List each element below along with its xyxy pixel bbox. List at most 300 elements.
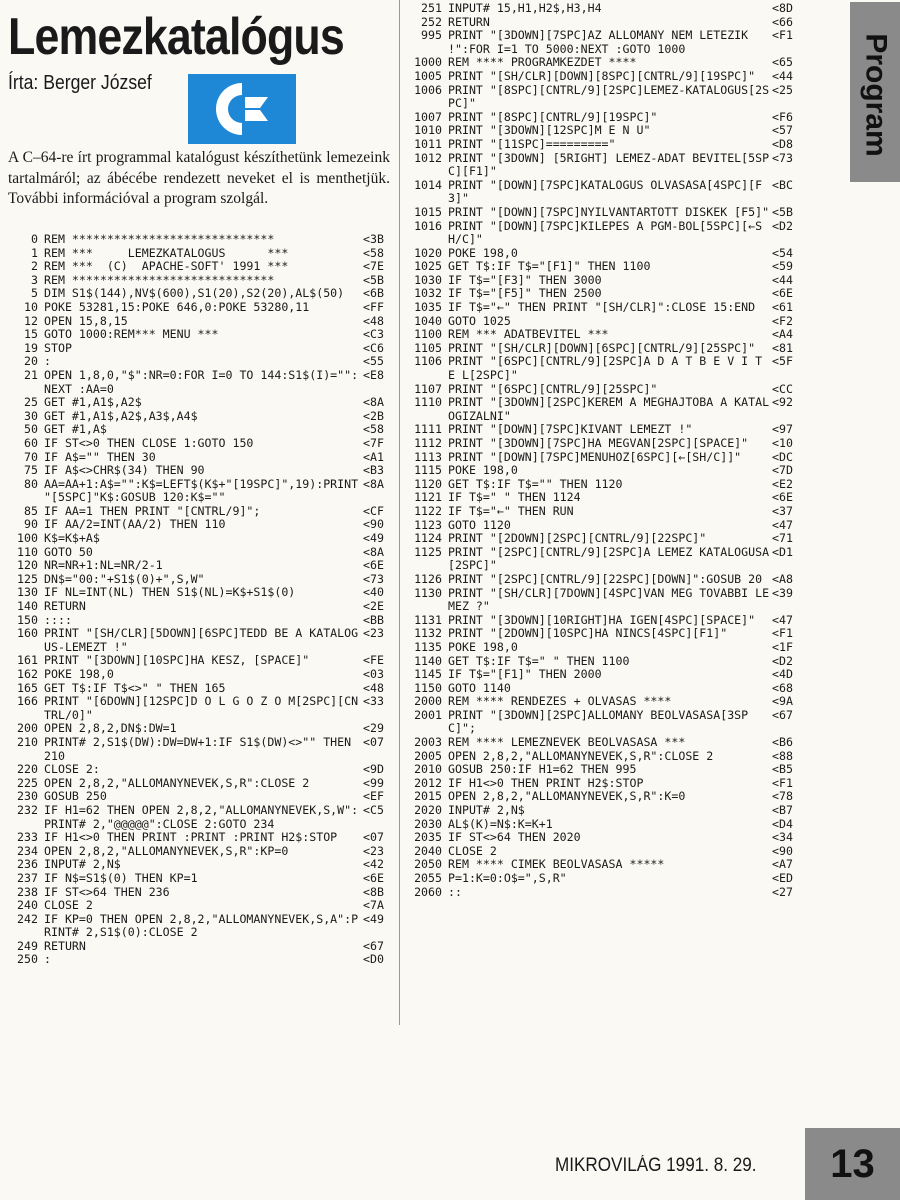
code-line [404,84,804,111]
line-number: 1125 [414,544,442,559]
code-text: IF AA/2=INT(AA/2) THEN 110 [44,517,226,532]
line-number: 240 [17,898,38,913]
code-text: GET #1,A1$,A2$ [44,395,142,410]
code-line [404,383,804,397]
checksum: <5B [772,204,793,219]
code-line [8,804,393,831]
code-text: AA=AA+1:A$="":K$=LEFT$(K$+"[19SPC]",19):PRINT "[5SPC]"K$:GOSUB 120:K$="" [44,476,366,505]
checksum: <54 [772,245,793,260]
code-line [8,722,393,736]
code-text: IF T$="[F3]" THEN 3000 [448,272,602,287]
code-line [8,777,393,791]
code-line [8,301,393,315]
code-text: GET T$:IF T$<>" " THEN 165 [44,680,226,695]
code-line [404,70,804,84]
code-line [404,831,804,845]
code-line [8,423,393,437]
checksum: <44 [772,272,793,287]
checksum: <34 [772,830,793,845]
code-line [404,858,804,872]
line-number: 15 [24,327,38,342]
code-line [8,369,393,396]
checksum: <6E [363,870,384,885]
code-line [8,233,393,247]
code-text: PRINT "[6SPC][CNTRL/9][25SPC]" [448,381,658,396]
line-number: 2003 [414,735,442,750]
checksum: <9D [363,762,384,777]
code-line [8,682,393,696]
line-number: 1100 [414,327,442,342]
code-text: POKE 198,0 [448,463,518,478]
checksum: <F1 [772,28,793,43]
code-line [404,328,804,342]
checksum: <67 [772,707,793,722]
line-number: 21 [24,367,38,382]
code-text: CLOSE 2 [448,843,497,858]
code-line [404,437,804,451]
line-number: 25 [24,395,38,410]
checksum: <03 [363,667,384,681]
line-number: 125 [17,571,38,586]
checksum: <58 [363,245,384,260]
article-intro: A C–64-re írt programmal katalógust készíthetünk lemezeink tartalmáról; az ábécébe rendezett neveket el is menthetjük. További információval a program szolgál. [8,149,390,207]
code-text: OPEN 2,8,2,"ALLOMANYNEVEK,S,R":KP=0 [44,843,289,858]
line-number: 2060 [414,884,442,899]
checksum: <D4 [772,816,793,831]
commodore-logo [188,74,296,144]
line-number: 1015 [414,204,442,219]
checksum: <8A [363,395,384,410]
code-line [404,872,804,886]
line-number: 238 [17,884,38,899]
code-line [404,627,804,641]
code-text: INPUT# 2,N$ [448,803,525,818]
code-text: INPUT# 2,N$ [44,857,121,872]
code-line [404,355,804,382]
code-text: OPEN 2,8,2,"ALLOMANYNEVEK,S,R":CLOSE 2 [448,748,714,763]
checksum: <99 [363,775,384,790]
checksum: <A8 [772,571,793,586]
line-number: 20 [24,354,38,369]
code-text: PRINT "[DOWN][7SPC]NYILVANTARTOTT DISKEK [F5]" [448,204,770,219]
line-number: 1140 [414,653,442,668]
line-number: 1105 [414,340,442,355]
code-line [404,16,804,30]
checksum: <59 [772,259,793,274]
checksum: <B3 [363,463,384,478]
checksum: <F6 [772,109,793,124]
code-line [404,804,804,818]
code-text: PRINT "[2DOWN][2SPC][CNTRL/9][22SPC]" [448,531,707,546]
code-text: PRINT "[2SPC][CNTRL/9][2SPC]A LEMEZ KATALOGUSA[2SPC]" [448,544,770,573]
line-number: 2055 [414,871,442,885]
code-text: GOSUB 250 [44,789,107,804]
code-text: GOTO 1140 [448,680,511,695]
code-line [8,899,393,913]
code-text: PRINT "[8SPC][CNTRL/9][2SPC]LEMEZ-KATALOGUS[2SPC]" [448,82,770,111]
line-number: 210 [17,734,38,749]
code-line [404,179,804,206]
line-number: 995 [421,28,442,43]
code-line [8,600,393,614]
checksum: <07 [363,830,384,845]
code-text: IF NL=INT(NL) THEN S1$(NL)=K$+S1$(0) [44,585,296,600]
code-line [404,818,804,832]
code-text: REM **** CIMEK BEOLVASASA ***** [448,857,665,872]
code-line [8,274,393,288]
checksum: <65 [772,55,793,70]
code-line [404,573,804,587]
code-line [404,315,804,329]
checksum: <73 [363,571,384,586]
code-text: PRINT "[DOWN][7SPC]KIVANT LEMEZT !" [448,422,693,437]
line-number: 80 [24,476,38,491]
checksum: <58 [363,422,384,437]
checksum: <3B [363,232,384,246]
line-number: 1007 [414,109,442,124]
line-number: 85 [24,503,38,518]
code-text: OPEN 2,8,2,DN$:DW=1 [44,721,177,736]
code-text: PRINT "[3DOWN][10SPC]HA KESZ, [SPACE]" [44,653,310,668]
code-text: IF ST<>0 THEN CLOSE 1:GOTO 150 [44,435,254,450]
code-line [8,614,393,628]
line-number: 225 [17,775,38,790]
code-line [404,396,804,423]
code-text: OPEN 15,8,15 [44,313,128,328]
code-line [8,736,393,763]
line-number: 2012 [414,775,442,790]
checksum: <BB [363,612,384,627]
code-text: PRINT "[3DOWN][10RIGHT]HA IGEN[4SPC][SPACE]" [448,612,756,627]
code-line [8,247,393,261]
checksum: <7A [363,898,384,913]
line-number: 252 [421,14,442,29]
line-number: 19 [24,340,38,355]
line-number: 150 [17,612,38,627]
checksum: <6E [772,286,793,301]
code-text: INPUT# 15,H1,H2$,H3,H4 [448,1,602,15]
checksum: <40 [363,585,384,600]
checksum: <7E [363,259,384,274]
article-title: Lemezkatalógus [8,8,344,66]
code-line [404,451,804,465]
code-line [8,559,393,573]
code-text: PRINT "[SH/CLR][DOWN][8SPC][CNTRL/9][19SPC]" [448,68,756,83]
code-line [8,355,393,369]
line-number: 2040 [414,843,442,858]
line-number: 2000 [414,694,442,709]
line-number: 90 [24,517,38,532]
checksum: <8D [772,1,793,15]
line-number: 2005 [414,748,442,763]
checksum: <10 [772,436,793,450]
code-line [8,586,393,600]
line-number: 2050 [414,857,442,872]
code-text: DN$="00:"+S1$(0)+",S,W" [44,571,205,586]
code-text: REM **** LEMEZNEVEK BEOLVASASA *** [448,735,686,750]
code-text: OPEN 2,8,2,"ALLOMANYNEVEK,S,R":CLOSE 2 [44,775,310,790]
checksum: <29 [363,721,384,736]
code-line [404,274,804,288]
code-line [8,668,393,682]
checksum: <F2 [772,313,793,328]
checksum: <6E [772,490,793,505]
code-line [404,519,804,533]
line-number: 10 [24,299,38,314]
code-text: : [44,354,51,369]
code-text: IF ST<>64 THEN 236 [44,884,170,899]
line-number: 1020 [414,245,442,260]
code-line [404,260,804,274]
code-line [8,913,393,940]
checksum: <C6 [363,340,384,355]
code-line [404,668,804,682]
code-line [8,886,393,900]
line-number: 1030 [414,272,442,287]
code-line [8,858,393,872]
checksum: <42 [363,857,384,872]
checksum: <D0 [363,952,384,967]
line-number: 1122 [414,503,442,518]
code-line [404,220,804,247]
code-line [8,940,393,954]
code-text: RETURN [448,14,490,29]
code-line [8,478,393,505]
code-text: IF T$=" " THEN 1124 [448,490,581,505]
code-line [404,464,804,478]
code-line [8,260,393,274]
line-number: 70 [24,449,38,464]
checksum: <47 [772,517,793,532]
code-text: PRINT "[3DOWN] [5RIGHT] LEMEZ-ADAT BEVITEL[5SPC][F1]" [448,150,770,179]
line-number: 234 [17,843,38,858]
code-line [404,790,804,804]
code-text: IF T$="[F5]" THEN 2500 [448,286,602,301]
code-text: RETURN [44,599,86,614]
code-text: IF N$=S1$(0) THEN KP=1 [44,870,198,885]
line-number: 1110 [414,395,442,410]
code-text: DIM S1$(144),NV$(600),S1(20),S2(20),AL$(50) [44,286,345,301]
line-number: 1006 [414,82,442,97]
code-line [404,709,804,736]
line-number: 232 [17,802,38,817]
line-number: 251 [421,1,442,15]
code-text: IF T$="←" THEN RUN [448,503,574,518]
line-number: 1011 [414,136,442,151]
code-text: P=1:K=0:O$=",S,R" [448,871,567,885]
checksum: <25 [772,82,793,97]
checksum: <A7 [772,857,793,872]
code-line [8,410,393,424]
line-number: 12 [24,313,38,328]
line-number: 2035 [414,830,442,845]
checksum: <92 [772,395,793,410]
line-number: 2001 [414,707,442,722]
line-number: 220 [17,762,38,777]
code-line [404,478,804,492]
line-number: 5 [31,286,38,301]
line-number: 1124 [414,531,442,546]
line-number: 166 [17,694,38,709]
code-text: IF ST<>64 THEN 2020 [448,830,581,845]
line-number: 233 [17,830,38,845]
line-number: 1130 [414,585,442,600]
checksum: <57 [772,123,793,138]
checksum: <CC [772,381,793,396]
checksum: <61 [772,300,793,315]
line-number: 1132 [414,626,442,641]
code-line [8,287,393,301]
code-text: REM ***************************** [44,232,275,246]
code-text: GOTO 1120 [448,517,511,532]
line-number: 140 [17,599,38,614]
code-text: GET T$:IF T$="[F1]" THEN 1100 [448,259,651,274]
code-text: REM **** PROGRAMKEZDET **** [448,55,637,70]
checksum: <FF [363,299,384,314]
code-text: GOTO 1025 [448,313,511,328]
code-line [8,845,393,859]
checksum: <A1 [363,449,384,464]
code-text: IF T$="[F1]" THEN 2000 [448,667,602,682]
code-text: GOTO 50 [44,544,93,559]
line-number: 1012 [414,150,442,165]
checksum: <78 [772,789,793,804]
code-text: PRINT "[8SPC][CNTRL/9][19SPC]" [448,109,658,124]
code-text: PRINT "[3DOWN][2SPC]ALLOMANY BEOLVASASA[3SPC]"; [448,707,749,736]
code-line [404,695,804,709]
line-number: 2 [31,259,38,274]
code-text: : [44,952,51,967]
code-text: CLOSE 2: [44,762,100,777]
code-text: PRINT "[3DOWN][2SPC]KEREM A MEGHAJTOBA A KATALOGIZALNI" [448,395,770,423]
code-line [404,614,804,628]
line-number: 130 [17,585,38,600]
code-text: PRINT "[6SPC][CNTRL/9][2SPC]A D A T B E V I T E L[2SPC]" [448,354,770,383]
checksum: <E8 [363,367,384,382]
code-text: REM *** (C) APACHE-SOFT' 1991 *** [44,259,289,274]
checksum: <DC [772,449,793,464]
code-line [8,518,393,532]
code-text: PRINT "[6DOWN][12SPC]D O L G O Z O M[2SPC][CNTRL/0]" [44,694,359,722]
code-text: GET #1,A1$,A2$,A3$,A4$ [44,408,198,423]
code-line [8,396,393,410]
checksum: <CF [363,503,384,518]
code-text: GET T$:IF T$="" THEN 1120 [448,476,623,491]
code-line [8,505,393,519]
code-line [404,29,804,56]
code-text: IF KP=0 THEN OPEN 2,8,2,"ALLOMANYNEVEK,S,A":PRINT# 2,S1$(0):CLOSE 2 [44,911,359,940]
checksum: <90 [363,517,384,532]
code-text: PRINT "[DOWN][7SPC]KILEPES A PGM-BOL[5SPC][←SH/C]" [448,218,763,247]
line-number: 1107 [414,381,442,396]
code-line [404,546,804,573]
code-text: IF T$="←" THEN PRINT "[SH/CLR]":CLOSE 15:END [448,300,756,315]
checksum: <55 [363,354,384,369]
code-text: CLOSE 2 [44,898,93,913]
code-text: POKE 198,0 [448,245,518,260]
code-line [404,423,804,437]
checksum: <49 [363,911,384,926]
line-number: 1150 [414,680,442,695]
page-number: 13 [830,1141,875,1186]
line-number: 2015 [414,789,442,804]
line-number: 60 [24,435,38,450]
checksum: <C5 [363,802,384,817]
line-number: 162 [17,667,38,681]
code-text: PRINT "[DOWN][7SPC]KATALOGUS OLVASASA[4SPC][F3]" [448,177,763,206]
checksum: <F1 [772,775,793,790]
line-number: 1035 [414,300,442,315]
line-number: 1115 [414,463,442,478]
checksum: <97 [772,422,793,437]
code-text: GOTO 1000:REM*** MENU *** [44,327,219,342]
checksum: <ED [772,871,793,885]
checksum: <7F [363,435,384,450]
code-line [404,2,804,16]
line-number: 100 [17,531,38,546]
code-line [8,328,393,342]
checksum: <47 [772,612,793,627]
program-listing-right [404,2,804,899]
column-divider [399,0,400,1025]
line-number: 0 [31,232,38,246]
code-line [404,777,804,791]
checksum: <EF [363,789,384,804]
code-line [404,56,804,70]
code-line [8,437,393,451]
code-text: GOSUB 250:IF H1=62 THEN 995 [448,762,637,777]
line-number: 1121 [414,490,442,505]
code-line [404,505,804,519]
line-number: 2010 [414,762,442,777]
checksum: <90 [772,843,793,858]
checksum: <2E [363,599,384,614]
code-line [404,655,804,669]
line-number: 1145 [414,667,442,682]
checksum: <6B [363,286,384,301]
code-line [8,451,393,465]
code-text: PRINT "[DOWN][7SPC]MENUHOZ[6SPC][←[SH/C]]" [448,449,742,464]
section-tab-label: Program [860,33,893,157]
code-line [8,464,393,478]
checksum: <8B [363,884,384,899]
code-line [404,845,804,859]
code-text: OPEN 1,8,0,"$":NR=0:FOR I=0 TO 144:S1$(I)="":NEXT :AA=0 [44,367,359,396]
line-number: 1126 [414,571,442,586]
line-number: 120 [17,558,38,573]
line-number: 1112 [414,436,442,450]
code-text: OPEN 2,8,2,"ALLOMANYNEVEK,S,R":K=0 [448,789,686,804]
checksum: <7D [772,463,793,478]
checksum: <68 [772,680,793,695]
code-line [8,342,393,356]
code-text: IF A$="" THEN 30 [44,449,156,464]
line-number: 1131 [414,612,442,627]
checksum: <C3 [363,327,384,342]
line-number: 1040 [414,313,442,328]
line-number: 1120 [414,476,442,491]
line-number: 236 [17,857,38,872]
code-line [8,654,393,668]
checksum: <B7 [772,803,793,818]
code-text: PRINT "[3DOWN][12SPC]M E N U" [448,123,651,138]
checksum: <23 [363,626,384,641]
code-line [404,763,804,777]
line-number: 1000 [414,55,442,70]
code-line [8,763,393,777]
checksum: <23 [363,843,384,858]
checksum: <73 [772,150,793,165]
